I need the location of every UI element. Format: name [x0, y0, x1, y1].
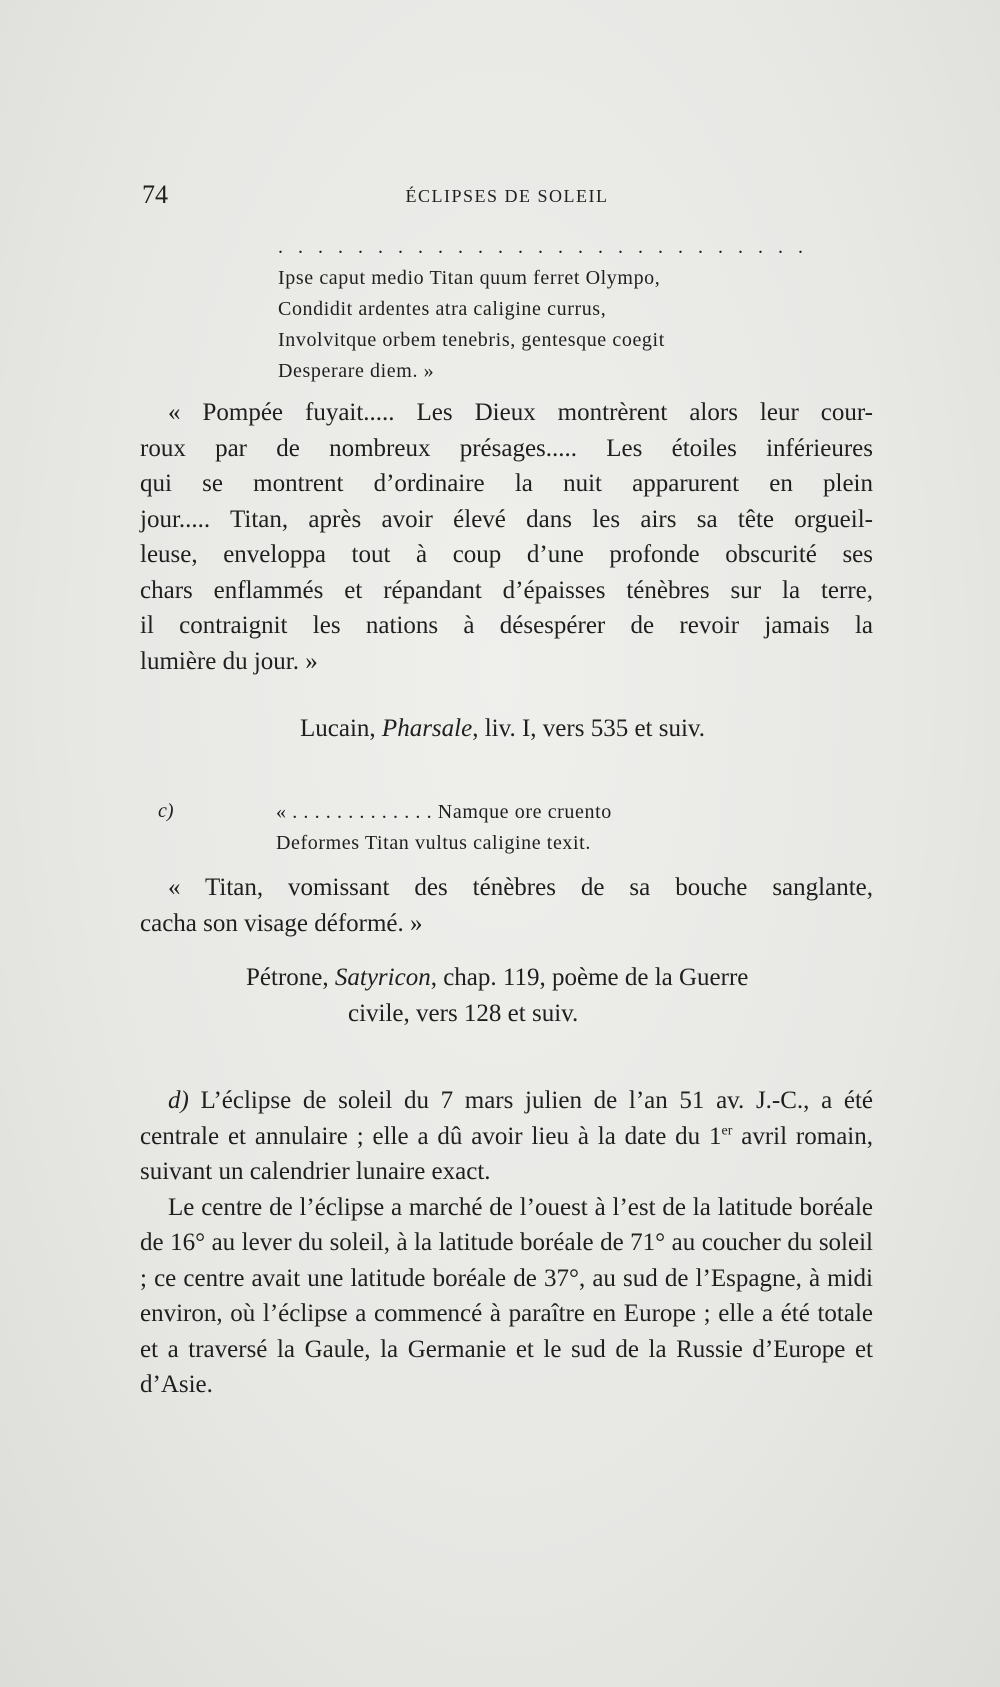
prose-line: qui se montrent d’ordinaire la nuit apparurent en plein: [140, 470, 873, 497]
latin-verse-c: [276, 797, 612, 859]
citation-lucain: [300, 711, 705, 746]
citation-author: Pétrone,: [246, 964, 335, 991]
prose-line: roux par de nombreux présages..... Les étoiles inférieures: [140, 434, 873, 462]
verse-line: Ipse caput medio Titan quum ferret Olympo,: [278, 267, 661, 289]
verse-line: Involvitque orbem tenebris, gentesque coegit: [278, 329, 665, 351]
verse-line: Deformes Titan vultus caligine texit.: [276, 832, 591, 854]
section-label-d: d): [168, 1087, 189, 1114]
citation-work: Satyricon: [334, 964, 431, 991]
prose-line: chars enflammés et répandant d’épaisses ténèbres sur la terre,: [140, 576, 873, 604]
prose-line: cacha son visage déformé. »: [140, 909, 423, 937]
translation-c: [140, 870, 873, 941]
citation-work: Pharsale: [381, 715, 473, 742]
section-label-c: c): [158, 800, 174, 822]
verse-line: Desperare diem. »: [278, 360, 435, 382]
citation-petrone-line2: [348, 996, 578, 1031]
prose-line: « Pompée fuyait..... Les Dieux montrèrent alors leur cour-: [168, 399, 873, 426]
citation-reference: civile, vers 128 et suiv.: [348, 1000, 579, 1027]
verse-line: « . . . . . . . . . . . . . Namque ore cruento: [276, 801, 612, 823]
ellipsis-dots: . . . . . . . . . . . . . . . . . . . . . . . . . . .: [278, 236, 808, 258]
prose-line: il contraignit les nations à désespérer de revoir jamais la: [140, 612, 873, 639]
section-d: [140, 1083, 873, 1403]
citation-reference: , liv. I, vers 535 et suiv.: [472, 715, 706, 742]
superscript: er: [721, 1123, 733, 1139]
paragraph-d2: Le centre de l’éclipse a marché de l’ouest à l’est de la latitude boréale de 16° au lever du soleil, à la latitude boréale de 71° au coucher du soleil ; ce centre avait une latitude boréale de 37°, au sud de l’Espagne, à midi environ, où l’éclipse a commencé à paraître en Europe ; elle a été totale et a traversé la Gaule, la Germanie et le sud de la Russie d’Europe et d’Asie.: [140, 1193, 873, 1398]
prose-line: « Titan, vomissant des ténèbres de sa bouche sanglante,: [168, 874, 873, 901]
citation-petrone: [246, 960, 748, 995]
page-header: [142, 180, 872, 210]
prose-line: lumière du jour. »: [140, 647, 318, 675]
paragraph-d1: [140, 1083, 873, 1190]
paragraph-text: L’éclipse de soleil du 7 mars julien de l’an 51 av. J.-C., a été centrale et annulaire ; elle a dû avoir lieu à la date du 1: [140, 1087, 873, 1150]
page-number: 74: [142, 180, 168, 209]
citation-author: Lucain,: [300, 715, 382, 742]
citation-reference: , chap. 119, poème de la Guerre: [430, 964, 749, 991]
paragraph-text: avril romain, suivant un calendrier lunaire exact.: [140, 1122, 873, 1185]
prose-line: jour..... Titan, après avoir élevé dans les airs sa tête orgueil-: [140, 505, 873, 533]
translation-a: [140, 395, 873, 679]
verse-line: Condidit ardentes atra caligine currus,: [278, 298, 607, 320]
running-title: ÉCLIPSES DE SOLEIL: [405, 186, 609, 206]
latin-verse-a: [278, 232, 808, 387]
prose-line: leuse, enveloppa tout à coup d’une profonde obscurité ses: [140, 541, 873, 568]
